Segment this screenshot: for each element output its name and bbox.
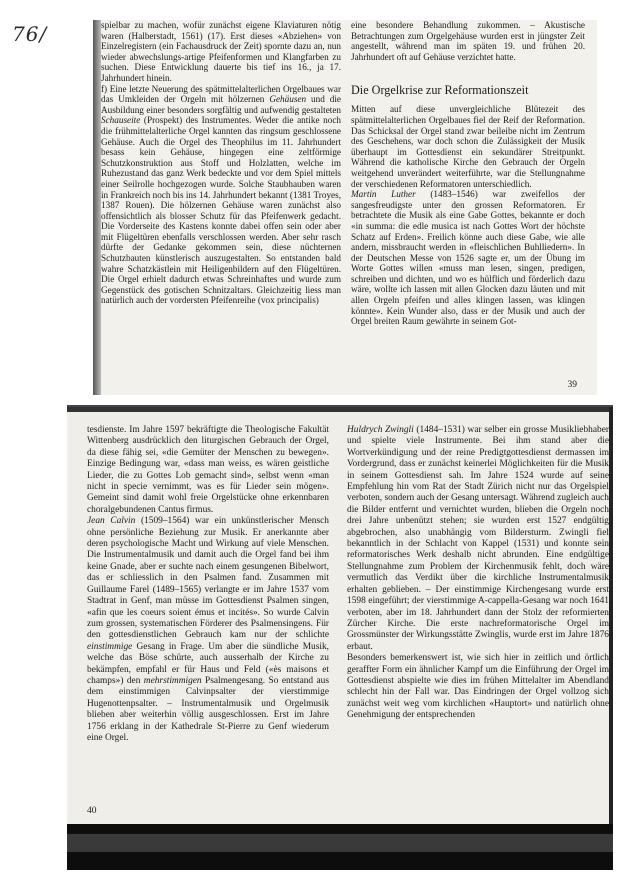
page-gutter-shadow: [93, 20, 101, 395]
page-edge-shadow: [609, 407, 613, 827]
paragraph: spielbar zu machen, wofür zunächst eigene Klaviaturen nötig waren (Halberstadt, 1561) (17). Erst dieses «Abziehen» von Einzelregistern (ein Fachausdruck der Zeit) spornte dazu an, nun wieder abwechslungs-artige Pfeifenformen und Klangfarben zu suchen. Diese Entwicklung dauerte bis tief ins 16., ja 17. Jahrhundert hinein.: [101, 20, 341, 83]
scan-dark-border: [67, 824, 613, 870]
scan-border-band: [67, 834, 613, 852]
page-39-left-column: [101, 20, 341, 306]
section-heading: Die Orgelkrise zur Reformationszeit: [351, 83, 529, 98]
paragraph: eine besondere Behandlung zukommen. – Akustische Betrachtungen zum Orgelgehäuse wurden erst in jüngster Zeit angestellt, während man im späten 19. und frühen 20. Jahrhundert oft auf Gehäuse verzichtet hatte.: [351, 20, 585, 62]
text-run: (Prospekt) des Instrumentes. Weder die antike noch die frühmittelalterliche Orgel kannten das ringsum geschlossene Gehäuse. Auch die Orgel des Theophilus im 11. Jahrhundert besass kein Gehäuse, hingegen eine zeltförmige Schutzkonstruktion aus Stoff und Holzlatten, welche im Ruhezustand das ganz Werk bedeckte und vor dem Spiel mittels einer Seilrolle hochgezogen wurde. Solche Staubhauben waren in Frankreich noch bis ins 14. Jahrhundert bekannt (1381 Troyes, 1387 Rouen). Die hölzernen Gehäuse waren zunächst also offensichtlich als blosser Schutz für das Pfeifenwerk gedacht. Die Vorderseite des Kastens konnte dabei offen sein oder aber mit Flügeltüren ebenfalls verschlossen werden. Aber sehr rasch dürfte der Gedanke gekommen sein, diese nüchternen Schutzbauten künstlerisch auszugestalten. So entstanden bald wahre Schatzkästlein mit Heiligenbildern auf den Flügeltüren. Die Orgel erhielt dadurch etwas Schreinhaftes und wurde zum Gegenstück des gotischen Schnitzaltars. Gleichzeitig liess man natürlich auch der vordersten Pfeifenreihe (vox principalis): [101, 115, 341, 306]
text-run: Gesang in Frage. Um aber die sündliche Musik, welche das Böse schürte, auch ausserhalb der Kirche zu bekämpfen, empfahl er für Haus und Feld («ès maisons et champs») den: [87, 641, 329, 686]
emphasis: Huldrych Zwingli: [347, 425, 414, 435]
text-run: (1484–1531) war selber ein grosse Musikliebhaber und spielte viele Instrumente. Bei ihm stand aber die Wortverkündigung und der reine Predigtgottesdienst dermassen im Vordergrund, dass er zunächst keinerlei Möglichkeiten für die Musik in seinem Gottesdienst sah. Im Jahre 1524 wurde auf seine Empfehlung hin vom Rat der Stadt Zürich nicht nur das Orgelspiel verboten, sondern auch der Gesang untersagt. Während zugleich auch die Bilder entfernt und vernichtet wurden, blieben die Orgeln noch drei Jahre unbenützt stehen; sie wurden erst 1527 endgültig abgebrochen, also unabhängig vom Bildersturm. Zwingli fiel bekanntlich in der Schlacht von Kappel (1531) und konnte sein reformatorisches Werk deshalb nicht abrunden. Eine endgültige Stellungnahme zum Problem der Kirchenmusik fehlt, doch wäre vermutlich das Verdikt über die kirchliche Instrumentalmusik erhalten geblieben. – Der einstimmige Kirchengesang wurde erst 1598 eingeführt; der vierstimmige A-cappella-Gesang war noch 1641 verboten, aber im 18. Jahrhundert dann der Stolz der reformierten Zürcher Kirche. Die erste nachreformatorische Orgel im Grossmünster der Wirkungsstätte Zwinglis, wurde erst im Jahre 1876 erbaut.: [347, 425, 609, 652]
paragraph: tesdienste. Im Jahre 1597 bekräftigte die Theologische Fakultät Wittenberg ausdrücklich den liturgischen Gebrauch der Orgel, da diese fähig sei, «die Gemüter der Menschen zu bewegen». Einzige Bedingung war, «dass man weiss, es wären geistliche Lieder, die zu Gottes Lob gemacht sind», selbst wenn «man nicht in specie vernimmt, was es für Lieder sein mögen». Gemeint sind damit wohl freie Orgelstücke ohne erkennbaren choralgebundenen Cantus firmus.: [87, 425, 329, 515]
text-run: (1509–1564) war ein unkünstlerischer Mensch ohne persönliche Beziehung zur Musik. Er anerkannte aber deren psychologische Macht und Wirkung auf viele Menschen. Die Instrumentalmusik und damit auch die Orgel fand bei ihm keine Gnade, aber er suchte nach einem gesungenen Bibelwort, das er schliesslich in den Psalmen fand. Zusammen mit Guillaume Farel (1489–1565) verlangte er im Jahre 1537 vom Stadtrat in Genf, man müsse im Gottesdienst Psalmen singen, «afin que les coeurs soient émus et incités». So wurde Calvin zum grossen, systematischen Förderer des Psalmensingens. Für den gottesdienstlichen Gebrauch kam nur der schlichte: [87, 516, 329, 641]
paragraph: Besonders bemerkenswert ist, wie sich hier in zeitlich und örtlich geraffter Form ein ähnlicher Kampf um die Einführung der Orgel im Gottesdienst abspielte wie dies im frühen Mittelalter im Abendland schlecht hin der Fall war. Das Eindringen der Orgel vollzog sich zunächst weit weg vom kirchlichen «Hauptort» und natürlich ohne Genehmigung der entsprechenden: [347, 653, 609, 721]
text-run: (1483–1546) war zweifellos der sangesfreudigste unter den grossen Reformatoren. Er betrachtete die Musik als eine Gabe Gottes, bekannte er doch «in summa: die edle musica ist nach Gottes Wort der höchste Schatz auf Erden». Freilich könne auch diese Gabe, wie alle andern, missbraucht werden in «fleischlichen Buhlliedern». In der Deutschen Messe von 1526 sagte er, um der Übung im Worte Gottes willen «muss man lesen, singen, predigen, schreiben und dichten, und wo es hülflich und förderlich dazu wäre, wollte ich lassen mit allen Glocken dazu läuten und mit allen Orgeln pfeifen und alles klingen lassen, was klingen könnte». Kein Wunder also, dass er der Musik und auch der Orgel breiten Raum gewährte in seinem Got-: [351, 189, 585, 327]
emphasis: mehrstimmigen: [143, 675, 202, 686]
emphasis: Gehäusen: [269, 94, 307, 105]
emphasis: einstimmige: [87, 641, 133, 652]
page-edge-shadow: [67, 407, 613, 412]
handwritten-page-note: 76/: [12, 22, 48, 46]
page-39-right-column: [351, 20, 585, 327]
paragraph: [101, 84, 341, 306]
text-run: Psalmengesang. So entstand aus dem einstimmigen Calvinpsalter der vierstimmige Hugenottenpsalter. – Instrumentalmusik und Orgelmusik blieben aber weiterhin völlig ausgeschlossen. Erst im Jahre 1756 erklang in der Kathedrale St-Pierre zu Genf wiederum eine Orgel.: [87, 675, 329, 743]
page-number: 39: [567, 380, 577, 390]
paragraph: [87, 516, 329, 744]
emphasis: Martin Luther: [351, 189, 416, 200]
paragraph: [347, 425, 609, 653]
scanned-page-39: [93, 20, 597, 395]
text-run: f) Eine letzte Neuerung des spätmittelalterlichen Orgelbaues war das Umkleiden der Orgeln mit hölzernen: [101, 83, 341, 105]
text-run: und die Ausbildung einer besonders sorgfältig und aufwendig gestalteten: [101, 94, 341, 115]
paragraph: Mitten auf diese unvergleichliche Blütezeit des spätmittelalterlichen Orgelbaues fiel der Reif der Reformation. Das Schicksal der Orgel stand zwar beileibe nicht im Zentrum des Geschehens, war doch schon die Zulässigkeit der Musik überhaupt im Gottesdienst ein sekundärer Streitpunkt. Während die katholische Kirche den Gebrauch der Orgeln weitgehend unverändert weiterführte, war die Stellungnahme der verschiedenen Reformatoren unterschiedlich.: [351, 104, 585, 189]
scanned-page-40: [67, 405, 613, 827]
page-number: 40: [87, 806, 97, 816]
emphasis: Schauseite: [101, 115, 141, 126]
emphasis: Jean Calvin: [87, 516, 136, 527]
paragraph: [351, 189, 585, 327]
page-40-right-column: [347, 425, 609, 722]
page-40-left-column: [87, 425, 329, 744]
